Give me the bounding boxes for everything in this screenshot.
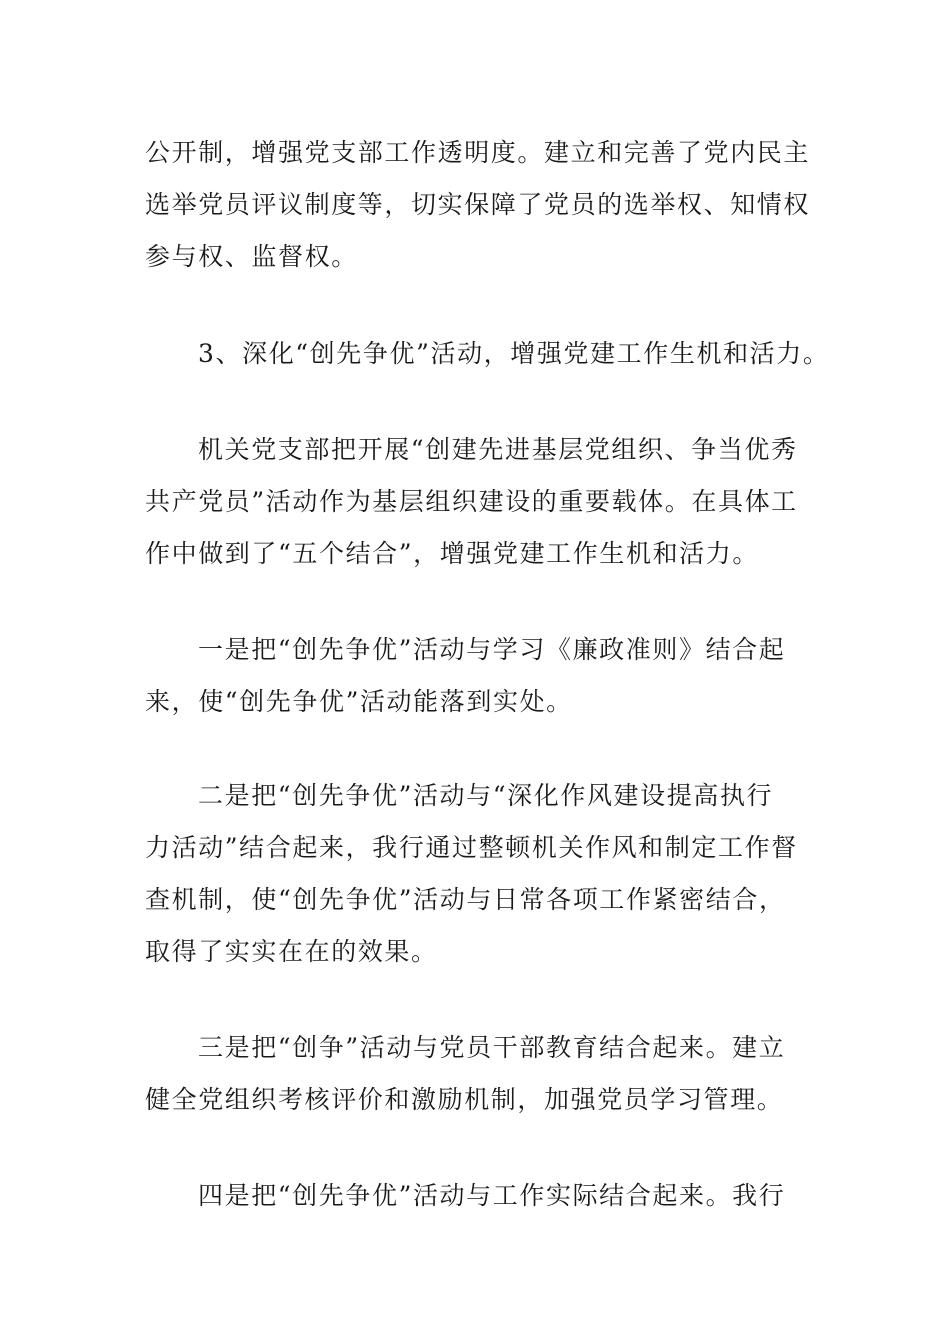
text-line: 作中做到了“五个结合”，增强党建工作生机和活力。 [145,539,759,568]
text-line: 查机制，使“创先争优”活动与日常各项工作紧密结合， [145,885,786,914]
text-line: 四是把“创先争优”活动与工作实际结合起来。我行 [198,1181,786,1210]
text-line: 机关党支部把开展“创建先进基层党组织、争当优秀 [198,435,798,464]
text-line: 来，使“创先争优”活动能落到实处。 [145,687,573,716]
text-line: 健全党组织考核评价和激励机制，加强党员学习管理。 [145,1085,784,1114]
text-line: 取得了实实在在的效果。 [145,937,438,966]
text-line: 参与权、监督权。 [145,242,358,271]
paragraph-point-four [145,1170,810,1222]
text-line: 二是把“创先争优”活动与“深化作风建设提高执行 [198,781,774,810]
paragraph-point-one [145,624,810,728]
text-line: 公开制，增强党支部工作透明度。建立和完善了党内民主 [145,138,811,167]
paragraph-point-two [145,770,810,978]
paragraph-branch-activities [145,424,810,580]
section-heading-3 [145,328,830,380]
text-line: 共产党员”活动作为基层组织建设的重要载体。在具体工 [145,487,798,516]
text-line: 3、深化“创先争优”活动，增强党建工作生机和活力。 [198,339,830,368]
text-line: 力活动”结合起来，我行通过整顿机关作风和制定工作督 [145,833,798,862]
text-line: 一是把“创先争优”活动与学习《廉政准则》结合起 [198,635,786,664]
paragraph-transparency [145,127,810,283]
text-line: 三是把“创争”活动与党员干部教育结合起来。建立 [198,1033,786,1062]
paragraph-point-three [145,1022,810,1126]
text-line: 选举党员评议制度等，切实保障了党员的选举权、知情权 [145,190,811,219]
